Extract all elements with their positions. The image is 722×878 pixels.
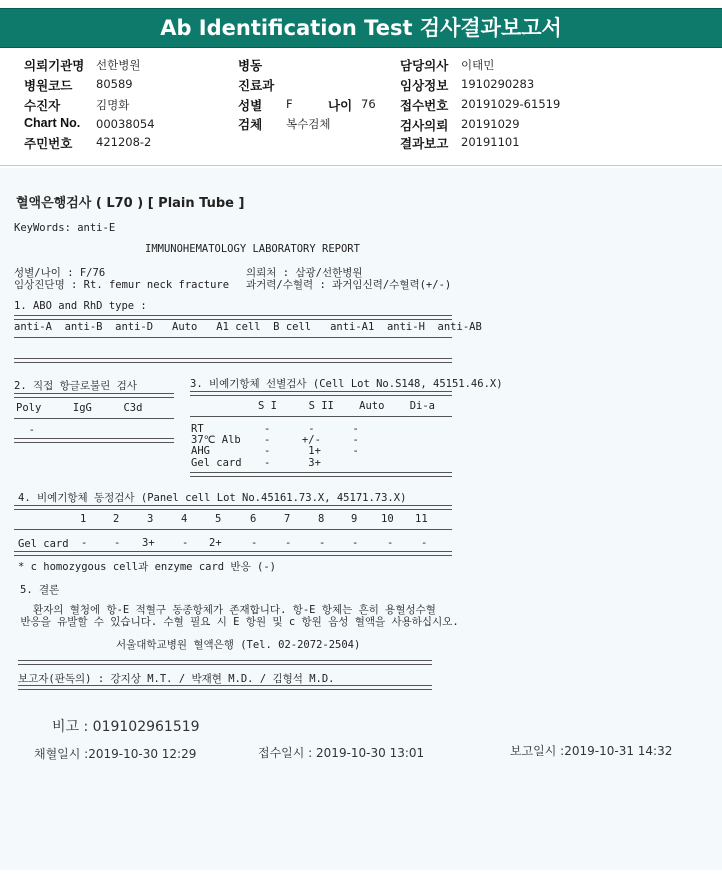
panel-cell-result: 3+ [142, 537, 155, 549]
keywords: KeyWords: anti-E [14, 222, 116, 234]
panel-cell-number: 8 [318, 513, 325, 525]
panel-cell-number: 2 [113, 513, 120, 525]
page-title: Ab Identification Test 검사결과보고서 [160, 16, 562, 40]
reported-datetime: 보고일시 :2019-10-31 14:32 [510, 744, 673, 758]
test-title: 혈액은행검사 ( L70 ) [ Plain Tube ] [16, 196, 245, 211]
panel-cell-result: - [182, 537, 189, 549]
remark: 비고 : 019102961519 [52, 719, 200, 735]
header-divider [0, 165, 722, 166]
sec3-row-label: AHG [191, 445, 210, 457]
diagnosis: 임상진단명 : Rt. femur neck fracture [14, 279, 230, 291]
hospcode-label: 병원코드 [24, 79, 73, 93]
sex-label: 성별 [238, 99, 263, 113]
clinical-value: 1910290283 [461, 77, 535, 91]
sec5-title: 5. 결론 [20, 584, 60, 596]
panel-cell-result: - [387, 537, 394, 549]
panel-cell-number: 10 [381, 513, 394, 525]
hospital-label: 의뢰기관명 [24, 59, 85, 73]
panel-cell-number: 5 [215, 513, 222, 525]
collected-datetime: 채혈일시 :2019-10-30 12:29 [34, 747, 197, 761]
sec2-header: Poly IgG C3d [16, 402, 143, 414]
sec4-rule-top [14, 505, 452, 510]
report-value: 20191101 [461, 135, 520, 149]
lab-name: 서울대학교병원 혈액은행 (Tel. 02-2072-2504) [116, 639, 361, 651]
ward-label: 병동 [238, 59, 263, 73]
sec3-rule-bottom [190, 472, 452, 477]
panel-cell-result: - [285, 537, 292, 549]
resident-value: 421208-2 [96, 135, 152, 149]
received-datetime: 접수일시 : 2019-10-30 13:01 [258, 746, 425, 760]
sec4-note: * c homozygous cell과 enzyme card 반응 (-) [18, 561, 277, 573]
sec3-row-cells: - 3+ [264, 457, 321, 469]
chart-value: 00038054 [96, 117, 155, 131]
history: 과거력/수혈력 : 과거임신력/수혈력(+/-) [246, 279, 452, 291]
panel-cell-result: - [421, 537, 428, 549]
panel-cell-number: 9 [351, 513, 358, 525]
doctor-label: 담당의사 [400, 59, 449, 73]
recipient-label: 수진자 [24, 99, 61, 113]
request-label: 검사의뢰 [400, 119, 449, 133]
conclusion-line-2: 반응을 유발할 수 있습니다. 수혈 필요 시 E 항원 및 c 항원 음성 혈액을 사용하십시오. [14, 616, 459, 628]
panel-cell-number: 1 [80, 513, 87, 525]
sec3-row-label: RT [191, 423, 204, 435]
lab-title: IMMUNOHEMATOLOGY LABORATORY REPORT [145, 243, 360, 255]
panel-cell-number: 11 [415, 513, 428, 525]
sec1-rule-bottom [14, 358, 452, 363]
resident-label: 주민번호 [24, 137, 73, 151]
panel-cell-result: - [251, 537, 258, 549]
sec3-row-cells: - - - [264, 423, 359, 435]
sec3-header: S I S II Auto Di-a [258, 400, 436, 412]
panel-cell-result: - [114, 537, 121, 549]
sec3-rule-mid [190, 416, 452, 417]
hospcode-value: 80589 [96, 77, 133, 91]
clinical-label: 임상정보 [400, 79, 449, 93]
sec2-rule-mid [14, 418, 174, 419]
panel-cell-result: 2+ [209, 537, 222, 549]
sec5-rule-top [18, 660, 432, 665]
report-label: 결과보고 [400, 137, 449, 151]
sec2-rule-top [14, 393, 174, 398]
sec1-rule-mid [14, 337, 452, 338]
sec3-row-cells: - 1+ - [264, 445, 359, 457]
specimen-value: 복수검체 [286, 117, 331, 131]
age-label: 나이 [328, 99, 353, 113]
dept-label: 진료과 [238, 79, 275, 93]
panel-cell-number: 3 [147, 513, 154, 525]
sec2-values: - [16, 424, 35, 436]
sec4-title: 4. 비예기항체 동정검사 (Panel cell Lot No.45161.73.X, 45171.73.X) [18, 492, 407, 504]
chart-label: Chart No. [24, 116, 81, 130]
specimen-label: 검체 [238, 118, 263, 132]
sec3-rule-top [190, 391, 452, 396]
reporter: 보고자(판독의) : 강지상 M.T. / 박재현 M.D. / 김형석 M.D. [18, 673, 335, 685]
age-value: 76 [361, 97, 376, 111]
request-value: 20191029 [461, 117, 520, 131]
hospital-value: 선한병원 [96, 58, 141, 72]
panel-cell-result: - [352, 537, 359, 549]
panel-cell-result: - [81, 537, 88, 549]
sec2-title: 2. 직접 항글로불린 검사 [14, 380, 137, 392]
panel-cell-result: - [319, 537, 326, 549]
referrer: 의뢰처 : 삼광/선한병원 [246, 267, 363, 279]
panel-cell-number: 7 [284, 513, 291, 525]
sec3-title: 3. 비예기항체 선별검사 (Cell Lot No.S148, 45151.46.X) [190, 378, 503, 390]
sec3-row-cells: - +/- - [264, 434, 359, 446]
receipt-value: 20191029-61519 [461, 97, 561, 111]
panel-cell-number: 4 [181, 513, 188, 525]
panel-cell-number: 6 [250, 513, 257, 525]
sec1-header: anti-A anti-B anti-D Auto A1 cell B cell anti-A1 anti-H anti-AB [14, 321, 482, 333]
sec2-rule-bottom [14, 438, 174, 443]
sec1-title: 1. ABO and RhD type : [14, 300, 147, 312]
sec5-rule-bottom [18, 685, 432, 690]
doctor-value: 이태민 [461, 58, 495, 72]
sec4-rule-mid [14, 529, 452, 530]
sec4-row-label: Gel card [18, 538, 69, 550]
sex-value: F [286, 97, 293, 111]
conclusion-line-1: 환자의 혈청에 항-E 적혈구 동종항체가 존재합니다. 항-E 항체는 흔히 용혈성수혈 [14, 604, 436, 616]
sec4-rule-bottom [14, 551, 452, 556]
recipient-value: 김명화 [96, 98, 130, 112]
sec3-row-label: Gel card [191, 457, 242, 469]
sex-age: 성별/나이 : F/76 [14, 267, 106, 279]
sec1-rule-top [14, 315, 452, 320]
receipt-label: 접수번호 [400, 99, 449, 113]
sec3-row-label: 37℃ Alb [191, 434, 241, 446]
